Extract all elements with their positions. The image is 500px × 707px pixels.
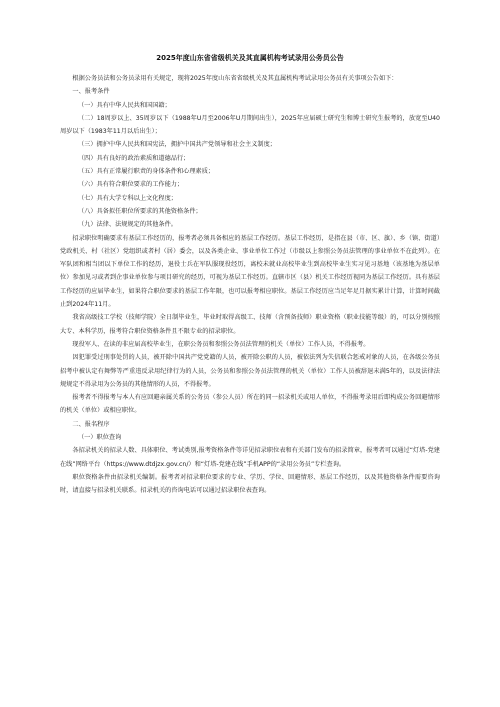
requirement-item: （一）具有中华人民共和国国籍；: [78, 101, 171, 109]
document-title: 2025年度山东省省级机关及其直属机构考试录用公务员公告: [156, 54, 344, 62]
position-query-paragraph: 各招录机关的招录人数、具体职位、考试类别,报考资格条件等详见招录职位表和有关部门发布的招录简章，报考者可以通过“灯塔-党建在线”网络平台（https://www.dtdjzx.gov.cn/）和“灯塔-党建在线”手机APP的“录用公务员”专栏查询。: [60, 447, 440, 468]
section-heading-registration: 二、报名程序: [72, 420, 110, 428]
requirement-item: （九）法律、法规规定的其他条件。: [78, 221, 177, 229]
section-heading-requirements: 一、报考条件: [72, 88, 110, 96]
requirement-item: （二）18周岁以上、35周岁以下（1988年U月至2006年U月期间出生），2025年应届硕士研究生和博士研究生报考的，放宽至U40周岁以下（1983年11月以后出生）；: [60, 114, 440, 136]
requirement-item: （五）具有正常履行职责的身体条件和心理素质；: [78, 168, 215, 176]
requirement-item: （七）具有大学专科以上文化程度；: [78, 194, 177, 202]
requirement-item: （六）具有符合职位要求的工作能力；: [78, 181, 184, 189]
requirement-item: （三）拥护中华人民共和国宪法，拥护中国共产党领导和社会主义制度；: [78, 141, 276, 149]
intro-paragraph: 根据公务员法和公务员录用有关规定，现将2025年度山东省省级机关及其直属机构考试录用公务员有关事项公告如下：: [72, 75, 398, 82]
ineligible-personnel-paragraph: 现役军人、在读的非应届高校毕业生，在职公务员和参照公务员法管理的机关（单位）工作人员，不得报考。: [72, 340, 370, 348]
subsection-heading-position-query: （一）职位查询: [78, 434, 122, 442]
technical-school-paragraph: 我省高级技工学校（技师学院）全日制毕业生，毕业时取得高级工、技师（含预备技师）职业资格（职业技能等级）的，可以分别按照大专、本科学历，报考符合职位资格条件且不限专业的招录职位。: [60, 314, 440, 335]
requirement-item: （四）具有良好的政治素质和道德品行；: [78, 154, 190, 162]
position-requirements-paragraph: 职位资格条件由招录机关编制。报考者对招录职位要求的专业、学历、学位、回避情形、基层工作经历，以及其他资格条件需要咨询时，请直接与招录机关联系。招录机关的咨询电话可以通过招录职位表查询。: [60, 473, 440, 495]
avoidance-paragraph: 报考者不得报考与本人有应回避亲属关系的公务员（参公人员）所在的同一招录机关或用人单位，不得报考录用后即构成公务回避情形的机关（单位）或相应职位。: [60, 394, 440, 415]
requirement-item: （八）具备拟任职位所要求的其他资格条件；: [78, 207, 202, 215]
grassroots-experience-paragraph: 招录职位明确要求有基层工作经历的，报考者必须具备相应的基层工作经历。基层工作经历，是指在县（市、区、旗）、乡（镇、街道）党政机关、村（社区）党组织或者村（居）委会，以及各类企业、事业单位工作过（市级以上参照公务员法管理的事业单位不在此列）。在军队团和相当团以下单位工作的经历，退役士兵在军队服现役经历，离校未就业高校毕业生到高校毕业生实习见习基地（该基地为基层单位）参加见习或者到企事业单位参与项目研究的经历，可视为基层工作经历。直辖市区（县）机关工作经历视同为基层工作经历。具有基层工作经历的应届毕业生，如果符合职位要求的基层工作年限，也可以报考相应职位。基层工作经历应当足年足月据实累计计算，计算时间截止到2024年11月。: [60, 234, 440, 309]
disqualification-paragraph: 因犯罪受过刑事处罚的人员，被开除中国共产党党籍的人员，被开除公职的人员，被依法列为失信联合惩戒对象的人员，在各级公务员招考中被认定有舞弊等严重违反录用纪律行为的人员，公务员和参照公务员法管理的机关（单位）工作人员被辞退未满5年的，以及法律法规规定不得录用为公务员的其他情形的人员，不得报考。: [60, 354, 440, 388]
